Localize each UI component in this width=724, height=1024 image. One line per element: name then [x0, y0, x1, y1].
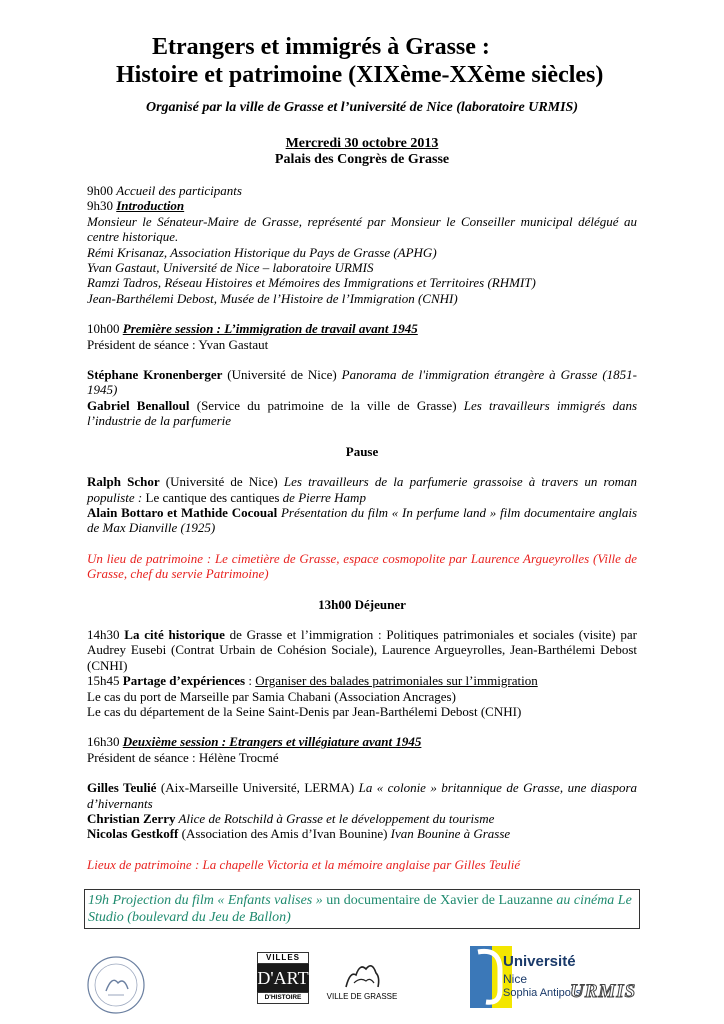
projection-film: 19h Projection du film « Enfants valises » [88, 893, 323, 908]
talk-title: Les travailleurs immigrés dans l’industrie de la parfumerie [87, 397, 638, 429]
talk-title: Panorama de l'immigration étrangère à Grasse (1851-1945) [87, 367, 637, 398]
art-label: D'ART [257, 964, 309, 992]
heritage-chapel: Lieux de patrimoine : La chapelle Victoria et la mémoire anglaise par Gilles Teulié [87, 856, 521, 872]
villes-label: VILLES [257, 952, 309, 964]
talk-zerry [87, 811, 637, 826]
university-sophia: Sophia Antipolis [503, 987, 582, 999]
intro-time: 9h30 [87, 198, 113, 214]
event-date: Mercredi 30 octobre 2013 [285, 136, 439, 151]
speaker-name: Alain Bottaro et Mathide Cocoual [87, 504, 278, 520]
session1-president: Président de séance : Yvan Gastaut [87, 336, 269, 352]
talk-teulie [87, 780, 637, 811]
speaker-name: Gabriel Benalloul [87, 397, 190, 413]
session1-time: 10h00 [87, 321, 120, 337]
session1-title: Première session : L’immigration de travail avant 1945 [122, 321, 418, 337]
title-line-1: Etrangers et immigrés à Grasse : [152, 34, 490, 60]
talk-title: Ivan Bounine à Grasse [390, 826, 511, 842]
urmis-logo: URMIS [570, 981, 637, 1002]
session2-title: Deuxième session : Etrangers et villégiature avant 1945 [122, 734, 422, 750]
grasse-label: VILLE DE GRASSE [326, 992, 398, 1001]
intro-speaker: Yvan Gastaut, Université de Nice – laboratoire URMIS [87, 260, 374, 276]
welcome-line [87, 183, 637, 198]
session2-president: Président de séance : Hélène Trocmé [87, 749, 279, 765]
projection-venue: au cinéma Le Studio (boulevard du Jeu de Ballon) [88, 893, 632, 925]
visit-text: de Grasse et l’immigration : Politiques patrimoniales et sociales (visite) par Audrey Eusebi (Contrat Urbain de Cohésion Sociale), Laurence Argueyrolles, Jean-Barthélemi Debost (CNHI) [87, 626, 637, 673]
speaker-affiliation: (Aix-Marseille Université, LERMA) [156, 780, 359, 796]
share-time: 15h45 [87, 673, 123, 689]
talk-benalloul [87, 398, 637, 429]
talk-schor [87, 474, 637, 505]
intro-speaker: Rémi Krisanaz, Association Historique du Pays de Grasse (APHG) [87, 244, 437, 260]
share-title: Partage d’expériences [122, 673, 246, 689]
heritage-cemetery: Un lieu de patrimoine : Le cimetière de Grasse, espace cosmopolite par Laurence Argueyrolles (Ville de Grasse, chef du servie Patrimoine) [87, 550, 637, 582]
intro-speaker: Ramzi Tadros, Réseau Histoires et Mémoires des Immigrations et Territoires (RHMIT) [87, 275, 536, 291]
lunch-label: 13h00 Déjeuner [318, 596, 406, 612]
talk-bottaro [87, 505, 637, 536]
talk-gestkoff [87, 826, 637, 841]
session1-heading [87, 321, 637, 336]
intro-speaker: Jean-Barthélemi Debost, Musée de l’Histoire de l’Immigration (CNHI) [87, 290, 458, 306]
speaker-name: Christian Zerry [87, 811, 176, 826]
histoire-label: D'HISTOIRE [257, 992, 309, 1004]
logo-strip [0, 945, 724, 1024]
organizer-line: Organisé par la ville de Grasse et l’université de Nice (laboratoire URMIS) [145, 100, 579, 115]
share-case-seine: Le cas du département de la Seine Saint-Denis par Jean-Barthélemi Debost (CNHI) [87, 703, 522, 719]
talk-title: La « colonie » britannique de Grasse, une diaspora d’hivernants [87, 780, 637, 811]
projection-doc: un documentaire de Xavier de Lauzanne [322, 893, 557, 908]
welcome-label: Accueil des participants [116, 183, 242, 198]
speaker-name: Ralph Schor [87, 474, 160, 490]
session2-time: 16h30 [87, 734, 120, 750]
talk-title-author: de Pierre Hamp [279, 489, 366, 505]
projection-box [84, 889, 640, 929]
share-separator: : [245, 673, 256, 689]
intro-speaker: Monsieur le Sénateur-Maire de Grasse, représenté par Monsieur le Conseiller municipal délégué au centre historique. [87, 213, 637, 245]
welcome-time: 9h00 [87, 183, 113, 198]
speaker-affiliation: (Université de Nice) [222, 367, 342, 383]
talk-kronenberger [87, 367, 637, 398]
event-venue: Palais des Congrès de Grasse [274, 152, 450, 167]
pause-label: Pause [345, 443, 379, 459]
speaker-affiliation: (Service du patrimoine de la ville de Grasse) [189, 397, 464, 413]
speaker-name: Stéphane Kronenberger [87, 367, 223, 383]
talk-title: Présentation du film « In perfume land » film documentaire anglais de Max Dianville (1925) [87, 504, 638, 536]
intro-line [87, 198, 637, 213]
share-line [87, 673, 637, 688]
program-body [87, 183, 637, 872]
visit-line [87, 627, 637, 673]
university-nice: Nice [503, 972, 528, 986]
aphg-logo [84, 953, 148, 1017]
speaker-name: Gilles Teulié [87, 780, 157, 796]
share-case-marseille: Le cas du port de Marseille par Samia Chabani (Association Ancrages) [87, 688, 456, 704]
visit-time: 14h30 [87, 626, 125, 642]
speaker-name: Nicolas Gestkoff [87, 826, 179, 842]
talk-title: Les travailleurs de la parfumerie grassoise à travers un roman populiste : [87, 474, 638, 505]
session2-heading [87, 734, 637, 749]
speaker-affiliation: (Association des Amis d’Ivan Bounine) [178, 826, 391, 842]
university-word: Université [503, 953, 576, 970]
villes-art-histoire-logo [257, 952, 309, 1004]
talk-title: Alice de Rotschild à Grasse et le développement du tourisme [175, 811, 495, 826]
share-text: Organiser des balades patrimoniales sur l’immigration [255, 673, 538, 689]
talk-title-book: Le cantique des cantiques [145, 489, 280, 505]
visit-title: La cité historique [124, 626, 225, 642]
grasse-emblem-icon [336, 957, 388, 991]
title-line-2: Histoire et patrimoine (XIXème-XXème siècles) [116, 62, 604, 88]
speaker-affiliation: (Université de Nice) [159, 474, 284, 490]
intro-label: Introduction [116, 198, 185, 214]
